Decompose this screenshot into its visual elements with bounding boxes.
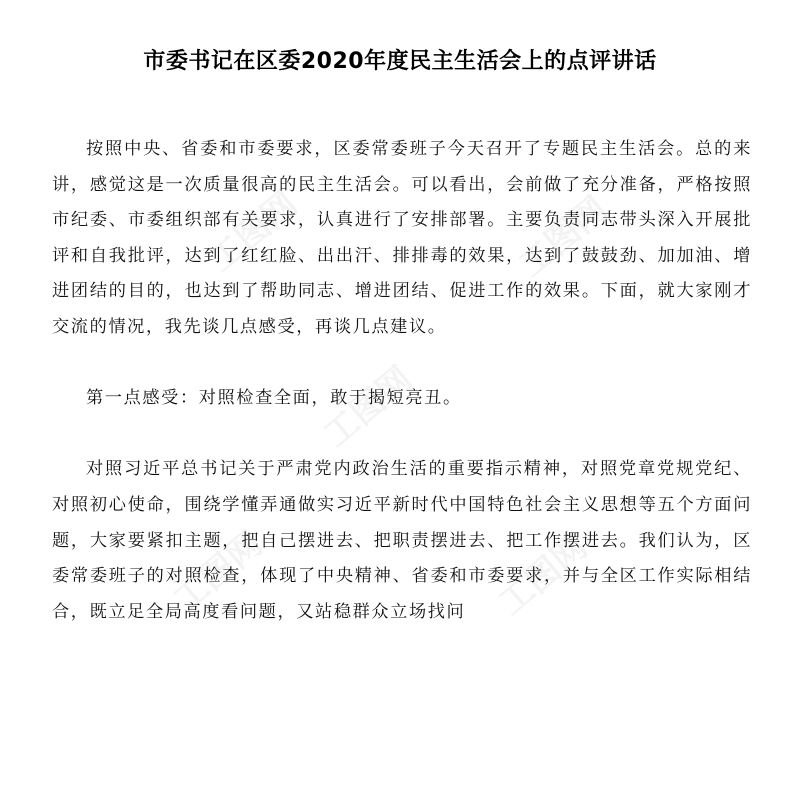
paragraph-heading-first-point: 第一点感受：对照检查全面，敢于揭短亮丑。 [86, 388, 462, 409]
watermark: 工图网 [316, 359, 421, 456]
document-title: 市委书记在区委2020年度民主生活会上的点评讲话 [143, 49, 657, 74]
document-body [52, 132, 752, 630]
watermark: 工图网 [166, 524, 271, 621]
paragraph-intro: 按照中央、省委和市委要求，区委常委班子今天召开了专题民主生活会。总的来讲，感觉这是一次质量很高的民主生活会。可以看出，会前做了充分准备，严格按照市纪委、市委组织部有关要求，认真进行了安排部署。主要负责同志带头深入开展批评和自我批评，达到了红红脸、出出汗、排排毒的效果，达到了鼓鼓劲、加加油、增进团结的目的，也达到了帮助同志、增进团结、促进工作的效果。下面，就大家刚才交流的情况，我先谈几点感受，再谈几点建议。 [52, 139, 752, 337]
paragraph-first-point-body: 对照习近平总书记关于严肃党内政治生活的重要指示精神，对照党章党规党纪、对照初心使命，围绕学懂弄通做实习近平新时代中国特色社会主义思想等五个方面问题，大家要紧扣主题，把自己摆进去、把职责摆进去、把工作摆进去。我们认为，区委常委班子的对照检查，体现了中央精神、省委和市委要求，并与全区工作实际相结合，既立足全局高度看问题，又站稳群众立场找问 [52, 459, 752, 622]
watermark: 工图网 [491, 527, 596, 624]
watermark: 工图网 [201, 184, 306, 281]
watermark: 工图网 [511, 189, 616, 286]
